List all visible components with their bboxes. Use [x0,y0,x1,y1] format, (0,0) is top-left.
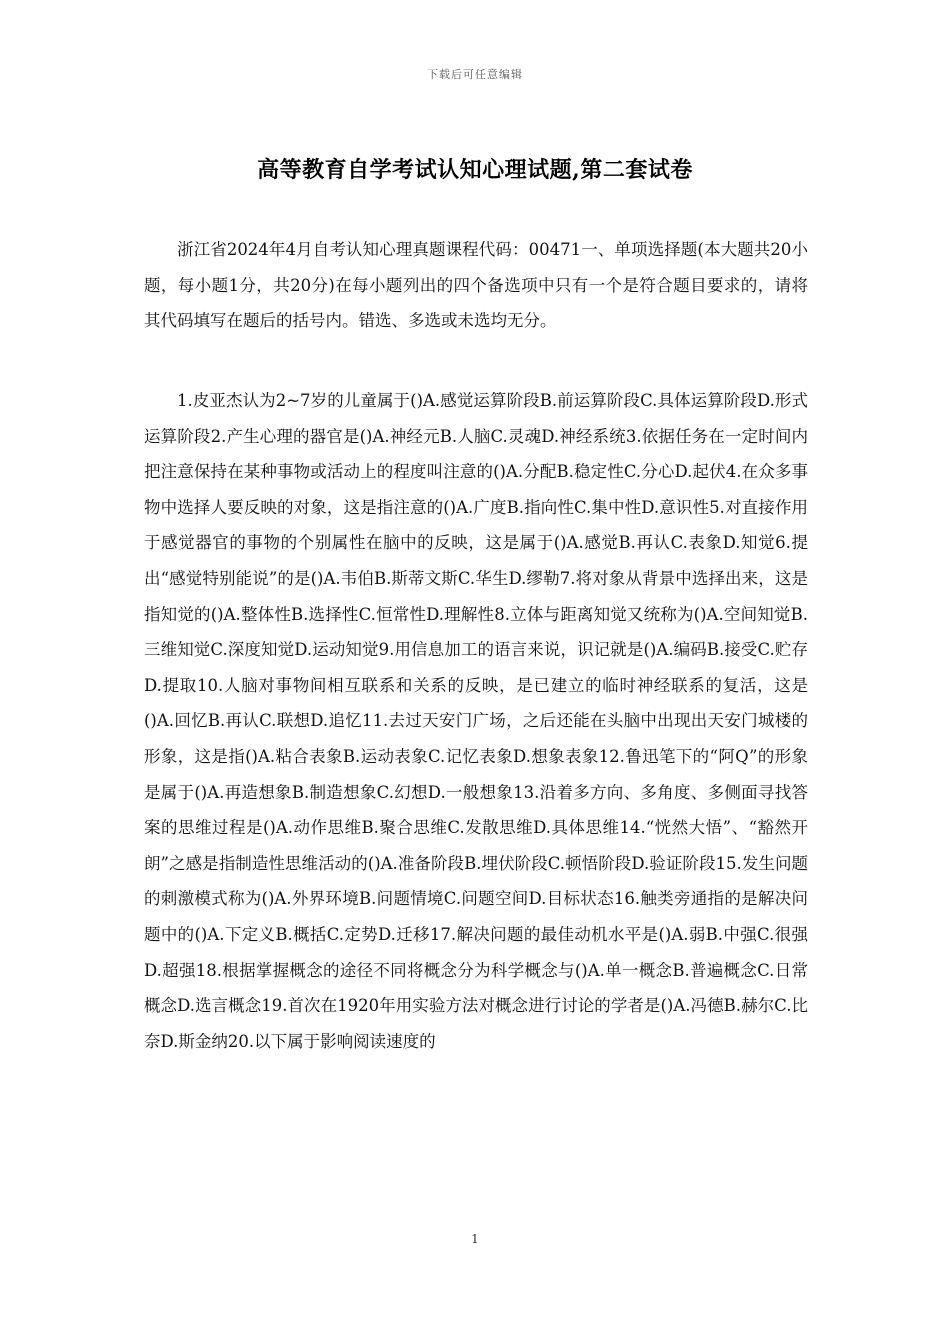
document-title: 高等教育自学考试认知心理试题,第二套试卷 [257,157,693,183]
page-number: 1 [471,1232,479,1246]
intro-paragraph: 浙江省2024年4月自考认知心理真题课程代码：00471一、单项选择题(本大题共20小题，每小题1分，共20分)在每小题列出的四个备选项中只有一个是符合题目要求的，请将其代码填写在题后的括号内。错选、多选或未选均无分。 [144,240,808,331]
page-header: 下载后可任意编辑 [427,68,523,81]
questions-paragraph: 1.皮亚杰认为2~7岁的儿童属于()A.感觉运算阶段B.前运算阶段C.具体运算阶段D.形式运算阶段2.产生心理的器官是()A.神经元B.人脑C.灵魂D.神经系统3.依据任务在一定时间内把注意保持在某种事物或活动上的程度叫注意的()A.分配B.稳定性C.分心D.起伏4.在众多事物中选择人要反映的对象，这是指注意的()A.广度B.指向性C.集中性D.意识性5.对直接作用于感觉器官的事物的个别属性在脑中的反映，这是属于()A.感觉B.再认C.表象D.知觉6.提出“感觉特别能说”的是()A.韦伯B.斯蒂文斯C.华生D.缪勒7.将对象从背景中选择出来，这是指知觉的()A.整体性B.选择性C.恒常性D.理解性8.立体与距离知觉又统称为()A.空间知觉B.三维知觉C.深度知觉D.运动知觉9.用信息加工的语言来说，识记就是()A.编码B.接受C.贮存D.提取10.人脑对事物间相互联系和关系的反映，是已建立的临时神经联系的复活，这是()A.回忆B.再认C.联想D.追忆11.去过天安门广场，之后还能在头脑中出现出天安门城楼的形象，这是指()A.粘合表象B.运动表象C.记忆表象D.想象表象12.鲁迅笔下的“阿Q”的形象是属于()A.再造想象B.制造想象C.幻想D.一般想象13.沿着多方向、多角度、多侧面寻找答案的思维过程是()A.动作思维B.聚合思维C.发散思维D.具体思维14.“恍然大悟”、“豁然开朗”之感是指制造性思维活动的()A.准备阶段B.埋伏阶段C.顿悟阶段D.验证阶段15.发生问题的刺激模式称为()A.外界环境B.问题情境C.问题空间D.目标状态16.触类旁通指的是解决问题中的()A.下定义B.概括C.定势D.迁移17.解决问题的最佳动机水平是()A.弱B.中强C.很强D.超强18.根据掌握概念的途径不同将概念分为科学概念与()A.单一概念B.普遍概念C.日常概念D.选言概念19.首次在1920年用实验方法对概念进行讨论的学者是()A.冯德B.赫尔C.比奈D.斯金纳20.以下属于影响阅读速度的 [144,391,808,1051]
